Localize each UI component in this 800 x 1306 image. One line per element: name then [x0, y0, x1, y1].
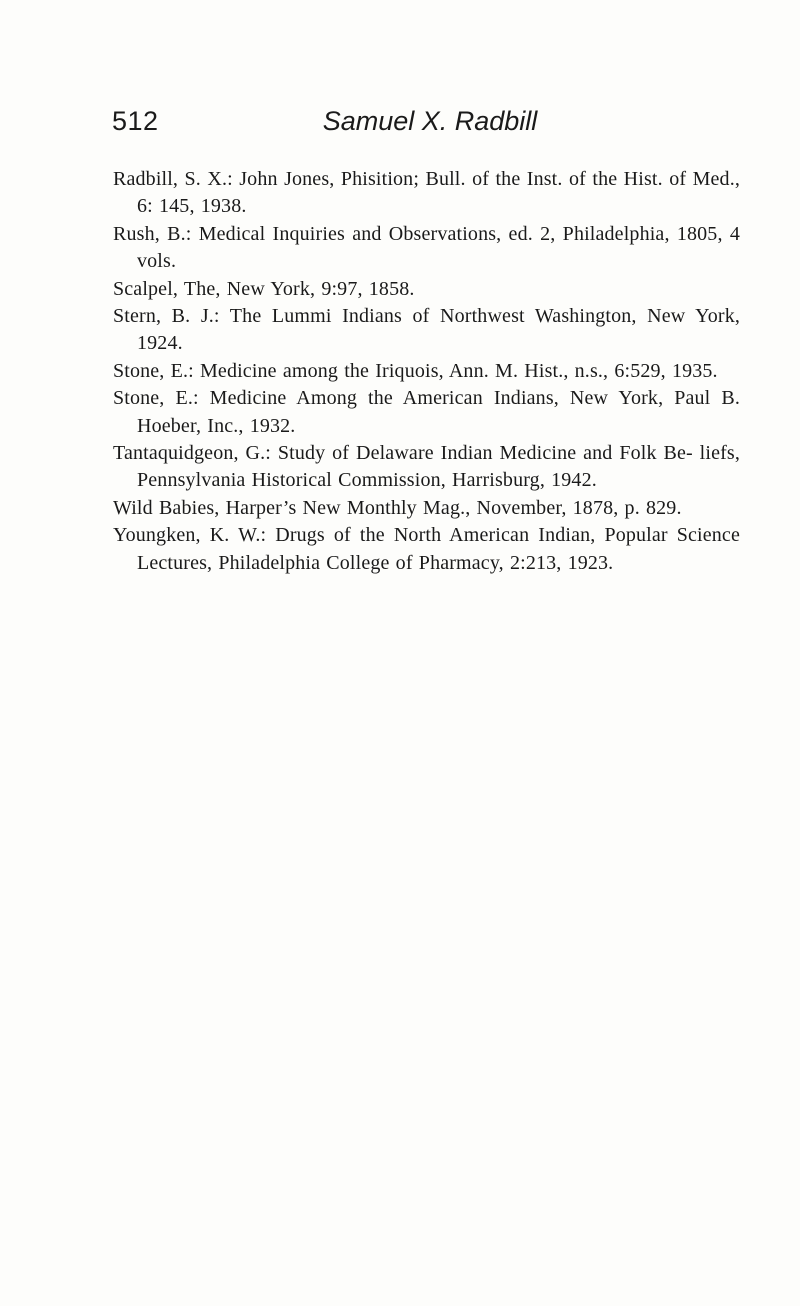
reference-entry: Scalpel, The, New York, 9:97, 1858.: [113, 277, 415, 300]
reference-entry: Stone, E.: Medicine among the Iriquois, Ann. M. Hist., n.s., 6:529, 1935.: [113, 359, 718, 382]
reference-entry: Rush, B.: Medical Inquiries and Observations, ed. 2, Philadelphia, 1805, 4 vols.: [113, 222, 740, 273]
running-head: Samuel X. Radbill: [322, 106, 538, 136]
reference-entry: Radbill, S. X.: John Jones, Phisition; Bull. of the Inst. of the Hist. of Med., 6: 145, 1938.: [113, 168, 740, 218]
reference-list: [113, 166, 740, 577]
page-number: 512: [112, 106, 159, 136]
reference-entry: Tantaquidgeon, G.: Study of Delaware Indian Medicine and Folk Be- liefs, Pennsylvania Historical Commission, Harrisburg, 1942.: [113, 442, 740, 492]
reference-entry: Wild Babies, Harper’s New Monthly Mag., November, 1878, p. 829.: [113, 496, 682, 519]
reference-entry: Stern, B. J.: The Lummi Indians of Northwest Washington, New York, 1924.: [113, 305, 740, 355]
page-header: [112, 103, 688, 143]
reference-entry: Stone, E.: Medicine Among the American Indians, New York, Paul B. Hoeber, Inc., 1932.: [113, 387, 740, 437]
reference-entry: Youngken, K. W.: Drugs of the North American Indian, Popular Science Lectures, Philadelphia College of Pharmacy, 2:213, 1923.: [113, 524, 740, 574]
